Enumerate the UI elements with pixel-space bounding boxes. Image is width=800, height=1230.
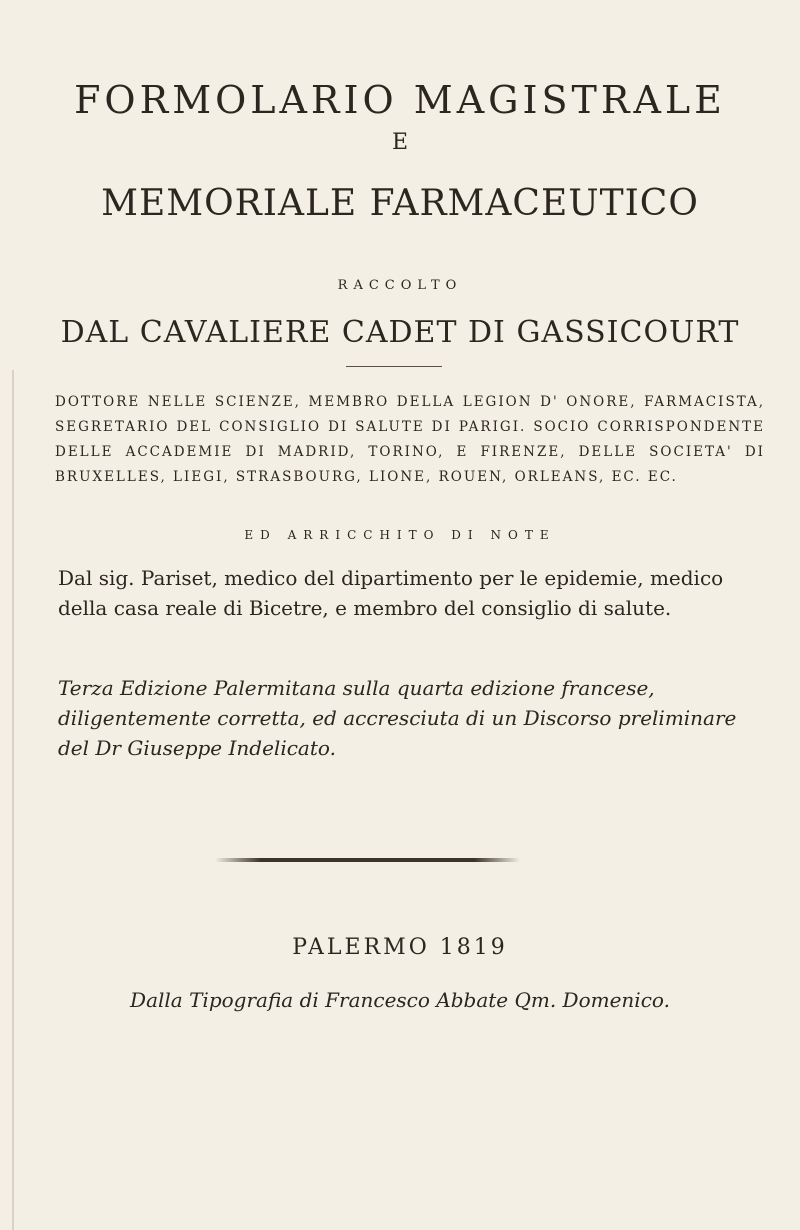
- title-conjunction: E: [391, 130, 409, 155]
- edition-statement: Terza Edizione Palermitana sulla quarta edizione francese, diligentemente corretta, ed accresciuta di un Discorso preliminare del Dr Giuseppe Indelicato.: [58, 676, 737, 760]
- divider-ornamental: [215, 858, 520, 862]
- imprint-printer: Dalla Tipografia di Francesco Abbate Qm. Domenico.: [130, 988, 670, 1012]
- title-line-1: FORMOLARIO MAGISTRALE: [74, 78, 726, 122]
- author-credentials: DOTTORE NELLE SCIENZE, MEMBRO DELLA LEGION D' ONORE, FARMACISTA, SEGRETARIO DEL CONSIGLIO DI SALUTE DI PARIGI. SOCIO CORRISPONDENTE DELLE ACCADEMIE DI MADRID, TORINO, E FIRENZE, DELLE SOCIETA' DI BRUXELLES, LIEGI, STRASBOURG, LIONE, ROUEN, ORLEANS, EC. EC.: [55, 394, 765, 485]
- enriched-label: ED ARRICCHITO DI NOTE: [244, 528, 556, 542]
- title-line-2: MEMORIALE FARMACEUTICO: [101, 183, 699, 224]
- notes-by-pariset: Dal sig. Pariset, medico del dipartimento per le epidemie, medico della casa reale di Bicetre, e membro del consiglio di salute.: [58, 566, 724, 620]
- author-line: DAL CAVALIERE CADET DI GASSICOURT: [60, 315, 740, 350]
- divider-short: [346, 366, 442, 367]
- raccolto-label: RACCOLTO: [337, 278, 463, 293]
- imprint-city-year: PALERMO 1819: [292, 935, 508, 960]
- page-edge-shadow: [12, 370, 14, 1230]
